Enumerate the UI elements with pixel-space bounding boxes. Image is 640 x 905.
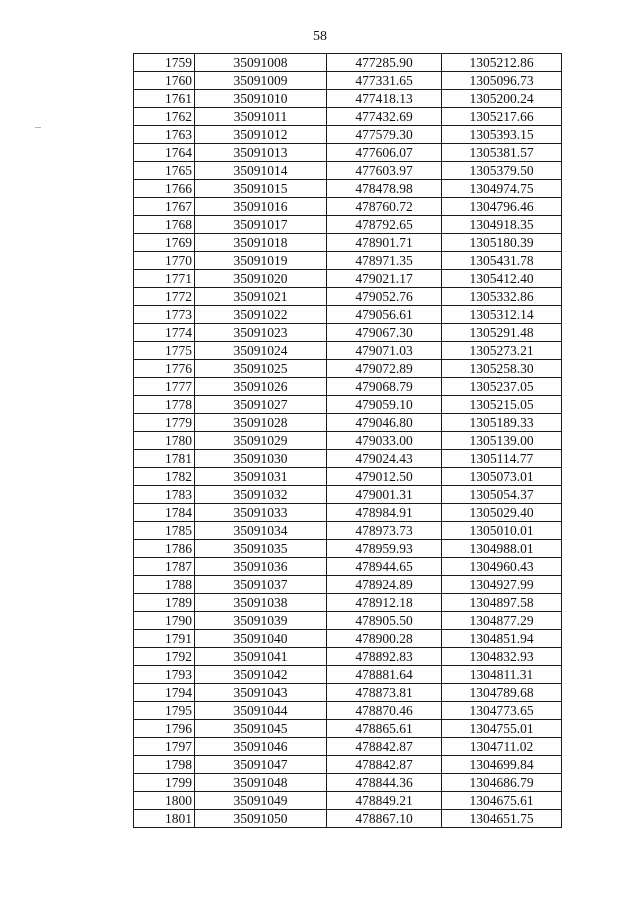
x-coordinate-cell: 477418.13 bbox=[327, 90, 442, 108]
y-coordinate-cell: 1305332.86 bbox=[442, 288, 562, 306]
y-coordinate-cell: 1304960.43 bbox=[442, 558, 562, 576]
y-coordinate-cell: 1304699.84 bbox=[442, 756, 562, 774]
row-number-cell: 1799 bbox=[134, 774, 195, 792]
row-number-cell: 1793 bbox=[134, 666, 195, 684]
x-coordinate-cell: 478867.10 bbox=[327, 810, 442, 828]
x-coordinate-cell: 478901.71 bbox=[327, 234, 442, 252]
y-coordinate-cell: 1304789.68 bbox=[442, 684, 562, 702]
table-row bbox=[134, 702, 562, 720]
y-coordinate-cell: 1305291.48 bbox=[442, 324, 562, 342]
table-row bbox=[134, 396, 562, 414]
row-number-cell: 1770 bbox=[134, 252, 195, 270]
point-id-cell: 35091045 bbox=[195, 720, 327, 738]
x-coordinate-cell: 479059.10 bbox=[327, 396, 442, 414]
table-row bbox=[134, 468, 562, 486]
y-coordinate-cell: 1304918.35 bbox=[442, 216, 562, 234]
table-row bbox=[134, 234, 562, 252]
table-row bbox=[134, 738, 562, 756]
y-coordinate-cell: 1305215.05 bbox=[442, 396, 562, 414]
point-id-cell: 35091040 bbox=[195, 630, 327, 648]
table-row bbox=[134, 648, 562, 666]
point-id-cell: 35091038 bbox=[195, 594, 327, 612]
row-number-cell: 1798 bbox=[134, 756, 195, 774]
x-coordinate-cell: 477432.69 bbox=[327, 108, 442, 126]
x-coordinate-cell: 479024.43 bbox=[327, 450, 442, 468]
point-id-cell: 35091017 bbox=[195, 216, 327, 234]
x-coordinate-cell: 479001.31 bbox=[327, 486, 442, 504]
y-coordinate-cell: 1304796.46 bbox=[442, 198, 562, 216]
table-row bbox=[134, 810, 562, 828]
row-number-cell: 1764 bbox=[134, 144, 195, 162]
x-coordinate-cell: 478842.87 bbox=[327, 738, 442, 756]
row-number-cell: 1801 bbox=[134, 810, 195, 828]
table-row bbox=[134, 54, 562, 72]
row-number-cell: 1773 bbox=[134, 306, 195, 324]
table-row bbox=[134, 666, 562, 684]
point-id-cell: 35091036 bbox=[195, 558, 327, 576]
table-row bbox=[134, 432, 562, 450]
row-number-cell: 1761 bbox=[134, 90, 195, 108]
table-row bbox=[134, 450, 562, 468]
point-id-cell: 35091033 bbox=[195, 504, 327, 522]
point-id-cell: 35091048 bbox=[195, 774, 327, 792]
y-coordinate-cell: 1305312.14 bbox=[442, 306, 562, 324]
table-row bbox=[134, 198, 562, 216]
table-row bbox=[134, 774, 562, 792]
x-coordinate-cell: 477579.30 bbox=[327, 126, 442, 144]
point-id-cell: 35091010 bbox=[195, 90, 327, 108]
x-coordinate-cell: 478478.98 bbox=[327, 180, 442, 198]
point-id-cell: 35091022 bbox=[195, 306, 327, 324]
row-number-cell: 1780 bbox=[134, 432, 195, 450]
x-coordinate-cell: 478844.36 bbox=[327, 774, 442, 792]
row-number-cell: 1792 bbox=[134, 648, 195, 666]
x-coordinate-cell: 478760.72 bbox=[327, 198, 442, 216]
row-number-cell: 1800 bbox=[134, 792, 195, 810]
y-coordinate-cell: 1305273.21 bbox=[442, 342, 562, 360]
row-number-cell: 1768 bbox=[134, 216, 195, 234]
row-number-cell: 1797 bbox=[134, 738, 195, 756]
row-number-cell: 1795 bbox=[134, 702, 195, 720]
y-coordinate-cell: 1305237.05 bbox=[442, 378, 562, 396]
point-id-cell: 35091031 bbox=[195, 468, 327, 486]
y-coordinate-cell: 1304877.29 bbox=[442, 612, 562, 630]
row-number-cell: 1779 bbox=[134, 414, 195, 432]
x-coordinate-cell: 478865.61 bbox=[327, 720, 442, 738]
point-id-cell: 35091025 bbox=[195, 360, 327, 378]
row-number-cell: 1766 bbox=[134, 180, 195, 198]
x-coordinate-cell: 477331.65 bbox=[327, 72, 442, 90]
x-coordinate-cell: 478881.64 bbox=[327, 666, 442, 684]
x-coordinate-cell: 479033.00 bbox=[327, 432, 442, 450]
y-coordinate-cell: 1305073.01 bbox=[442, 468, 562, 486]
point-id-cell: 35091028 bbox=[195, 414, 327, 432]
point-id-cell: 35091024 bbox=[195, 342, 327, 360]
x-coordinate-cell: 478873.81 bbox=[327, 684, 442, 702]
point-id-cell: 35091047 bbox=[195, 756, 327, 774]
row-number-cell: 1785 bbox=[134, 522, 195, 540]
row-number-cell: 1775 bbox=[134, 342, 195, 360]
x-coordinate-cell: 478842.87 bbox=[327, 756, 442, 774]
row-number-cell: 1760 bbox=[134, 72, 195, 90]
row-number-cell: 1794 bbox=[134, 684, 195, 702]
y-coordinate-cell: 1304974.75 bbox=[442, 180, 562, 198]
x-coordinate-cell: 478870.46 bbox=[327, 702, 442, 720]
y-coordinate-cell: 1305212.86 bbox=[442, 54, 562, 72]
y-coordinate-cell: 1304897.58 bbox=[442, 594, 562, 612]
table-row bbox=[134, 342, 562, 360]
row-number-cell: 1772 bbox=[134, 288, 195, 306]
y-coordinate-cell: 1304927.99 bbox=[442, 576, 562, 594]
row-number-cell: 1767 bbox=[134, 198, 195, 216]
table-row bbox=[134, 594, 562, 612]
row-number-cell: 1777 bbox=[134, 378, 195, 396]
y-coordinate-cell: 1305258.30 bbox=[442, 360, 562, 378]
table-row bbox=[134, 720, 562, 738]
y-coordinate-cell: 1304773.65 bbox=[442, 702, 562, 720]
point-id-cell: 35091023 bbox=[195, 324, 327, 342]
x-coordinate-cell: 479052.76 bbox=[327, 288, 442, 306]
y-coordinate-cell: 1305412.40 bbox=[442, 270, 562, 288]
table-row bbox=[134, 612, 562, 630]
row-number-cell: 1778 bbox=[134, 396, 195, 414]
point-id-cell: 35091026 bbox=[195, 378, 327, 396]
y-coordinate-cell: 1305029.40 bbox=[442, 504, 562, 522]
x-coordinate-cell: 479071.03 bbox=[327, 342, 442, 360]
x-coordinate-cell: 479021.17 bbox=[327, 270, 442, 288]
x-coordinate-cell: 477285.90 bbox=[327, 54, 442, 72]
y-coordinate-cell: 1304811.31 bbox=[442, 666, 562, 684]
point-id-cell: 35091009 bbox=[195, 72, 327, 90]
y-coordinate-cell: 1305217.66 bbox=[442, 108, 562, 126]
point-id-cell: 35091034 bbox=[195, 522, 327, 540]
point-id-cell: 35091021 bbox=[195, 288, 327, 306]
x-coordinate-cell: 479056.61 bbox=[327, 306, 442, 324]
x-coordinate-cell: 479068.79 bbox=[327, 378, 442, 396]
table-row bbox=[134, 378, 562, 396]
x-coordinate-cell: 478959.93 bbox=[327, 540, 442, 558]
point-id-cell: 35091037 bbox=[195, 576, 327, 594]
x-coordinate-cell: 478973.73 bbox=[327, 522, 442, 540]
point-id-cell: 35091032 bbox=[195, 486, 327, 504]
point-id-cell: 35091018 bbox=[195, 234, 327, 252]
x-coordinate-cell: 479072.89 bbox=[327, 360, 442, 378]
table-row bbox=[134, 288, 562, 306]
row-number-cell: 1774 bbox=[134, 324, 195, 342]
point-id-cell: 35091035 bbox=[195, 540, 327, 558]
table-row bbox=[134, 558, 562, 576]
x-coordinate-cell: 478971.35 bbox=[327, 252, 442, 270]
y-coordinate-cell: 1305180.39 bbox=[442, 234, 562, 252]
y-coordinate-cell: 1304675.61 bbox=[442, 792, 562, 810]
table-row bbox=[134, 162, 562, 180]
point-id-cell: 35091012 bbox=[195, 126, 327, 144]
x-coordinate-cell: 478900.28 bbox=[327, 630, 442, 648]
table-row bbox=[134, 504, 562, 522]
coordinates-table bbox=[133, 53, 562, 828]
table-row bbox=[134, 684, 562, 702]
table-row bbox=[134, 792, 562, 810]
row-number-cell: 1796 bbox=[134, 720, 195, 738]
table-row bbox=[134, 180, 562, 198]
table-row bbox=[134, 270, 562, 288]
table-row bbox=[134, 540, 562, 558]
table-row bbox=[134, 630, 562, 648]
row-number-cell: 1784 bbox=[134, 504, 195, 522]
point-id-cell: 35091042 bbox=[195, 666, 327, 684]
point-id-cell: 35091046 bbox=[195, 738, 327, 756]
table-row bbox=[134, 216, 562, 234]
y-coordinate-cell: 1305189.33 bbox=[442, 414, 562, 432]
point-id-cell: 35091013 bbox=[195, 144, 327, 162]
row-number-cell: 1769 bbox=[134, 234, 195, 252]
table-row bbox=[134, 414, 562, 432]
point-id-cell: 35091041 bbox=[195, 648, 327, 666]
point-id-cell: 35091015 bbox=[195, 180, 327, 198]
y-coordinate-cell: 1305139.00 bbox=[442, 432, 562, 450]
point-id-cell: 35091029 bbox=[195, 432, 327, 450]
row-number-cell: 1781 bbox=[134, 450, 195, 468]
point-id-cell: 35091011 bbox=[195, 108, 327, 126]
table-row bbox=[134, 252, 562, 270]
y-coordinate-cell: 1305114.77 bbox=[442, 450, 562, 468]
y-coordinate-cell: 1304651.75 bbox=[442, 810, 562, 828]
table-row bbox=[134, 756, 562, 774]
point-id-cell: 35091020 bbox=[195, 270, 327, 288]
row-number-cell: 1787 bbox=[134, 558, 195, 576]
table-row bbox=[134, 324, 562, 342]
y-coordinate-cell: 1304711.02 bbox=[442, 738, 562, 756]
y-coordinate-cell: 1304832.93 bbox=[442, 648, 562, 666]
x-coordinate-cell: 477603.97 bbox=[327, 162, 442, 180]
table-row bbox=[134, 522, 562, 540]
y-coordinate-cell: 1305393.15 bbox=[442, 126, 562, 144]
table-row bbox=[134, 360, 562, 378]
point-id-cell: 35091014 bbox=[195, 162, 327, 180]
y-coordinate-cell: 1305431.78 bbox=[442, 252, 562, 270]
point-id-cell: 35091039 bbox=[195, 612, 327, 630]
row-number-cell: 1763 bbox=[134, 126, 195, 144]
table-row bbox=[134, 72, 562, 90]
x-coordinate-cell: 479046.80 bbox=[327, 414, 442, 432]
row-number-cell: 1789 bbox=[134, 594, 195, 612]
x-coordinate-cell: 478892.83 bbox=[327, 648, 442, 666]
table-row bbox=[134, 126, 562, 144]
y-coordinate-cell: 1304851.94 bbox=[442, 630, 562, 648]
row-number-cell: 1788 bbox=[134, 576, 195, 594]
x-coordinate-cell: 478792.65 bbox=[327, 216, 442, 234]
x-coordinate-cell: 478944.65 bbox=[327, 558, 442, 576]
x-coordinate-cell: 478984.91 bbox=[327, 504, 442, 522]
row-number-cell: 1776 bbox=[134, 360, 195, 378]
y-coordinate-cell: 1304755.01 bbox=[442, 720, 562, 738]
x-coordinate-cell: 479012.50 bbox=[327, 468, 442, 486]
x-coordinate-cell: 478905.50 bbox=[327, 612, 442, 630]
x-coordinate-cell: 478912.18 bbox=[327, 594, 442, 612]
point-id-cell: 35091044 bbox=[195, 702, 327, 720]
point-id-cell: 35091016 bbox=[195, 198, 327, 216]
y-coordinate-cell: 1305379.50 bbox=[442, 162, 562, 180]
y-coordinate-cell: 1305200.24 bbox=[442, 90, 562, 108]
row-number-cell: 1765 bbox=[134, 162, 195, 180]
row-number-cell: 1782 bbox=[134, 468, 195, 486]
point-id-cell: 35091008 bbox=[195, 54, 327, 72]
table-row bbox=[134, 108, 562, 126]
x-coordinate-cell: 478924.89 bbox=[327, 576, 442, 594]
x-coordinate-cell: 477606.07 bbox=[327, 144, 442, 162]
point-id-cell: 35091050 bbox=[195, 810, 327, 828]
row-number-cell: 1791 bbox=[134, 630, 195, 648]
point-id-cell: 35091027 bbox=[195, 396, 327, 414]
y-coordinate-cell: 1305010.01 bbox=[442, 522, 562, 540]
page-number: 58 bbox=[313, 29, 327, 44]
row-number-cell: 1786 bbox=[134, 540, 195, 558]
row-number-cell: 1783 bbox=[134, 486, 195, 504]
row-number-cell: 1759 bbox=[134, 54, 195, 72]
row-number-cell: 1762 bbox=[134, 108, 195, 126]
table-row bbox=[134, 486, 562, 504]
table-row bbox=[134, 144, 562, 162]
point-id-cell: 35091049 bbox=[195, 792, 327, 810]
y-coordinate-cell: 1304988.01 bbox=[442, 540, 562, 558]
table-row bbox=[134, 306, 562, 324]
coordinates-table-body bbox=[134, 54, 562, 828]
y-coordinate-cell: 1305054.37 bbox=[442, 486, 562, 504]
point-id-cell: 35091019 bbox=[195, 252, 327, 270]
row-number-cell: 1790 bbox=[134, 612, 195, 630]
x-coordinate-cell: 479067.30 bbox=[327, 324, 442, 342]
y-coordinate-cell: 1305096.73 bbox=[442, 72, 562, 90]
table-row bbox=[134, 576, 562, 594]
row-number-cell: 1771 bbox=[134, 270, 195, 288]
point-id-cell: 35091043 bbox=[195, 684, 327, 702]
y-coordinate-cell: 1305381.57 bbox=[442, 144, 562, 162]
x-coordinate-cell: 478849.21 bbox=[327, 792, 442, 810]
y-coordinate-cell: 1304686.79 bbox=[442, 774, 562, 792]
table-row bbox=[134, 90, 562, 108]
margin-mark bbox=[35, 127, 41, 128]
point-id-cell: 35091030 bbox=[195, 450, 327, 468]
